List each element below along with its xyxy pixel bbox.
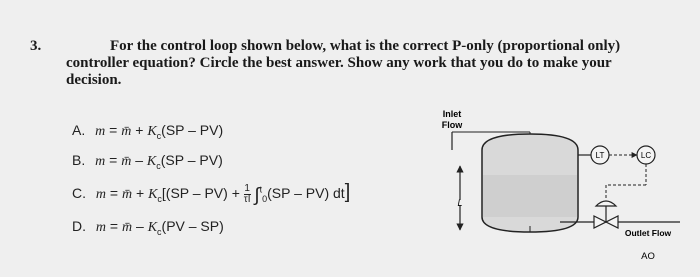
valve-actuator [596,201,616,206]
question-number: 3. [30,38,42,54]
outlet-label: Outlet Flow [624,228,672,238]
option-letter: B. [72,152,86,168]
option-a[interactable]: A. m = m̄ + $K_c(SP - PV)$ [72,122,224,141]
valve-label: AO [641,251,655,262]
option-letter: A. [72,122,86,138]
option-d[interactable]: D. m = m̄ – $K_c(PV - SP)$ [72,218,224,237]
level-label: L [457,198,463,208]
question-line-3: decision. [66,72,122,88]
inlet-label: Inlet [442,109,462,119]
lt-label: LT [595,151,605,160]
lc-label: LC [640,151,652,160]
option-letter: D. [72,218,86,234]
integral-sign: ∫ [254,185,260,206]
tank-liquid [483,175,577,217]
option-c[interactable]: C. m = m̄ + $K_c[(SP - PV)$ + $\frac{1}{\tau I}$ ∫$^t_0$(SP – PV) dt] [72,181,351,206]
question-line-2: controller equation? Circle the best answer. Show any work that you do to make your [66,55,612,71]
fraction: $\frac{1}{\tau I}$ [243,182,251,205]
question-line-1: For the control loop shown below, what is the correct P-only (proportional only) [110,38,621,54]
inlet-label-flow: Flow [441,120,463,130]
option-letter: C. [72,185,86,201]
option-b[interactable]: B. m = m̄ – $K_c(SP - PV)$ [72,152,223,171]
